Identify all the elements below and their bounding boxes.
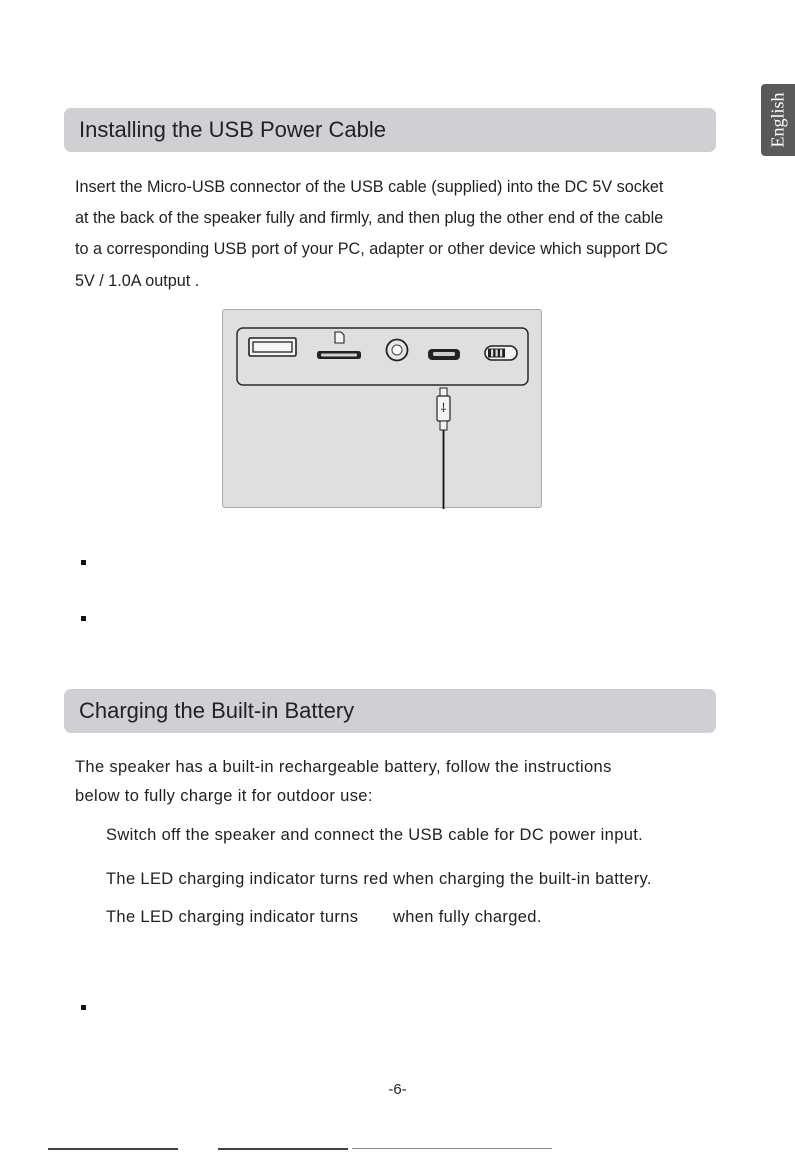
language-tab-label: English: [767, 92, 788, 148]
bullet-marker: [81, 560, 86, 565]
footer-rule: [218, 1148, 348, 1150]
bullet-marker: [81, 1005, 86, 1010]
step-item: The LED charging indicator turns red when charging the built-in battery.: [106, 870, 652, 888]
footer-rule: [352, 1148, 552, 1149]
section-title: Charging the Built-in Battery: [79, 698, 355, 723]
paragraph-line: to a corresponding USB port of your PC, adapter or other device which support DC: [75, 240, 668, 258]
step-item: The LED charging indicator turns when fully charged.: [106, 908, 542, 926]
audio-jack-icon: [387, 340, 408, 361]
bullet-marker: [81, 616, 86, 621]
intro-line: The speaker has a built-in rechargeable battery, follow the instructions: [75, 758, 612, 776]
speaker-back-panel-diagram: [222, 309, 542, 508]
usb-symbol-icon: ⸸: [440, 401, 447, 415]
step-item: Switch off the speaker and connect the USB cable for DC power input.: [106, 826, 644, 844]
page-number: -6-: [388, 1081, 407, 1098]
footer-rule: [48, 1148, 178, 1150]
intro-line: below to fully charge it for outdoor use:: [75, 787, 373, 805]
section-header-charging: [64, 689, 716, 733]
paragraph-line: Insert the Micro-USB connector of the USB cable (supplied) into the DC 5V socket: [75, 178, 664, 196]
paragraph-line: 5V / 1.0A output .: [75, 272, 200, 290]
micro-usb-socket-icon: [428, 349, 460, 360]
language-tab: [761, 84, 795, 156]
section-header-usb-cable: [64, 108, 716, 152]
sd-card-slot-icon: [317, 332, 361, 359]
paragraph-line: at the back of the speaker fully and firmly, and then plug the other end of the cable: [75, 209, 664, 227]
panel-illustration: [223, 310, 543, 509]
section-title: Installing the USB Power Cable: [79, 117, 386, 142]
usb-a-port-icon: [249, 338, 296, 356]
power-switch-icon: [485, 346, 517, 360]
